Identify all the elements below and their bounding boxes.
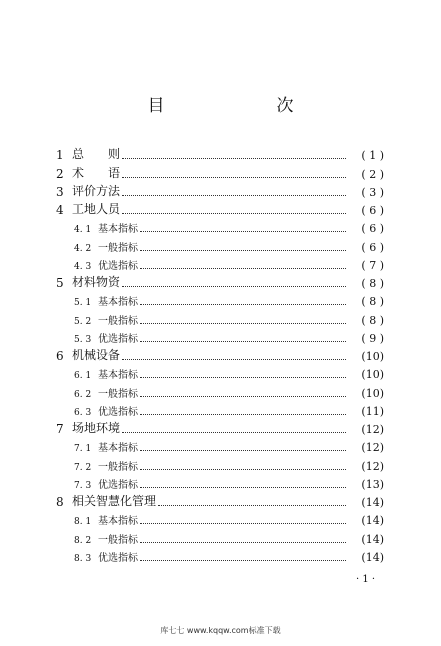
toc-entry-page: (14) bbox=[361, 496, 384, 509]
toc-section-row[interactable] bbox=[56, 381, 384, 399]
toc-entry-number: 7. 2 bbox=[74, 462, 92, 473]
toc-entry-title: 机械设备 bbox=[72, 348, 121, 362]
toc-entry-page: ( 7 ) bbox=[361, 258, 384, 272]
page-title: 目 次 bbox=[147, 96, 320, 116]
toc-section-row[interactable] bbox=[56, 454, 384, 472]
toc-dot-leader bbox=[122, 358, 346, 360]
toc-entry-number: 4 bbox=[56, 203, 64, 217]
toc-entry-title: 材料物资 bbox=[72, 275, 121, 289]
toc-section-row[interactable] bbox=[56, 327, 384, 345]
toc-dot-leader bbox=[140, 322, 346, 324]
page-number: · 1 · bbox=[356, 574, 376, 585]
toc-entry-number: 8 bbox=[56, 495, 64, 509]
toc-entry-number: 5. 1 bbox=[74, 298, 92, 309]
toc-dot-leader bbox=[140, 413, 346, 415]
toc-entry-number: 5. 3 bbox=[74, 334, 92, 345]
table-of-contents bbox=[56, 144, 384, 564]
toc-chapter-row[interactable] bbox=[56, 181, 384, 199]
toc-entry-page: (14) bbox=[361, 550, 384, 564]
toc-dot-leader bbox=[122, 157, 346, 159]
toc-entry-number: 5 bbox=[56, 276, 64, 290]
toc-entry-title: 一般指标 bbox=[98, 388, 138, 400]
toc-entry-number: 4. 2 bbox=[74, 243, 92, 254]
toc-section-row[interactable] bbox=[56, 473, 384, 491]
toc-dot-leader bbox=[122, 285, 346, 287]
toc-dot-leader bbox=[140, 376, 346, 378]
toc-entry-page: (10) bbox=[361, 386, 384, 400]
toc-entry-page: ( 8 ) bbox=[361, 277, 384, 290]
toc-dot-leader bbox=[140, 522, 346, 524]
toc-dot-leader bbox=[140, 468, 346, 470]
toc-section-row[interactable] bbox=[56, 546, 384, 564]
toc-entry-title: 一般指标 bbox=[98, 461, 138, 473]
toc-dot-leader bbox=[140, 249, 346, 251]
toc-dot-leader bbox=[140, 395, 346, 397]
toc-chapter-row[interactable] bbox=[56, 418, 384, 436]
toc-entry-page: ( 9 ) bbox=[361, 331, 384, 345]
toc-entry-page: ( 8 ) bbox=[361, 295, 384, 309]
toc-entry-page: ( 6 ) bbox=[361, 240, 384, 254]
toc-entry-title: 场地环境 bbox=[72, 421, 121, 435]
toc-section-row[interactable] bbox=[56, 400, 384, 418]
toc-entry-page: (13) bbox=[361, 477, 384, 491]
toc-entry-page: (12) bbox=[361, 459, 384, 473]
toc-entry-number: 8. 2 bbox=[74, 535, 92, 546]
toc-entry-page: (14) bbox=[361, 514, 384, 528]
toc-entry-number: 7. 3 bbox=[74, 480, 92, 491]
toc-section-row[interactable] bbox=[56, 235, 384, 253]
toc-chapter-row[interactable] bbox=[56, 199, 384, 217]
toc-dot-leader bbox=[122, 212, 346, 214]
toc-entry-title: 优选指标 bbox=[98, 260, 138, 272]
toc-section-row[interactable] bbox=[56, 290, 384, 308]
toc-section-row[interactable] bbox=[56, 509, 384, 527]
toc-entry-page: ( 8 ) bbox=[361, 313, 384, 327]
toc-entry-number: 7. 1 bbox=[74, 444, 92, 455]
toc-dot-leader bbox=[140, 340, 346, 342]
toc-entry-title: 相关智慧化管理 bbox=[72, 494, 157, 508]
toc-entry-page: (10) bbox=[361, 368, 384, 382]
toc-entry-title: 优选指标 bbox=[98, 406, 138, 418]
toc-section-row[interactable] bbox=[56, 436, 384, 454]
toc-chapter-row[interactable] bbox=[56, 144, 384, 162]
toc-section-row[interactable] bbox=[56, 527, 384, 545]
toc-section-row[interactable] bbox=[56, 254, 384, 272]
toc-entry-page: (12) bbox=[361, 441, 384, 455]
toc-entry-title: 基本指标 bbox=[98, 297, 138, 309]
toc-chapter-row[interactable] bbox=[56, 345, 384, 363]
toc-dot-leader bbox=[140, 541, 346, 543]
toc-section-row[interactable] bbox=[56, 217, 384, 235]
toc-entry-page: ( 6 ) bbox=[361, 204, 384, 217]
toc-entry-number: 6 bbox=[56, 349, 64, 363]
toc-entry-title: 术 语 bbox=[72, 165, 121, 180]
toc-section-row[interactable] bbox=[56, 308, 384, 326]
toc-entry-page: (11) bbox=[361, 404, 384, 418]
toc-entry-number: 5. 2 bbox=[74, 316, 92, 327]
toc-entry-number: 2 bbox=[56, 166, 64, 181]
toc-entry-number: 4. 3 bbox=[74, 261, 92, 272]
toc-entry-number: 6. 2 bbox=[74, 389, 92, 400]
toc-entry-number: 7 bbox=[56, 422, 64, 436]
toc-dot-leader bbox=[140, 449, 346, 451]
toc-entry-page: ( 3 ) bbox=[361, 185, 384, 199]
toc-entry-title: 优选指标 bbox=[98, 552, 138, 564]
toc-entry-number: 8. 3 bbox=[74, 553, 92, 564]
toc-entry-page: ( 6 ) bbox=[361, 222, 384, 236]
toc-entry-title: 一般指标 bbox=[98, 315, 138, 327]
toc-entry-page: (12) bbox=[361, 423, 384, 436]
toc-entry-title: 基本指标 bbox=[98, 370, 138, 382]
toc-chapter-row[interactable] bbox=[56, 162, 384, 180]
toc-entry-number: 6. 3 bbox=[74, 407, 92, 418]
toc-dot-leader bbox=[140, 230, 346, 232]
toc-entry-number: 6. 1 bbox=[74, 371, 92, 382]
toc-entry-number: 3 bbox=[56, 184, 64, 199]
toc-entry-title: 基本指标 bbox=[98, 443, 138, 455]
toc-entry-page: ( 1 ) bbox=[361, 149, 384, 163]
toc-dot-leader bbox=[140, 267, 346, 269]
toc-chapter-row[interactable] bbox=[56, 272, 384, 290]
toc-entry-title: 基本指标 bbox=[98, 224, 138, 236]
toc-entry-page: ( 2 ) bbox=[361, 167, 384, 181]
toc-entry-title: 总 则 bbox=[72, 147, 121, 162]
toc-dot-leader bbox=[122, 176, 346, 178]
toc-entry-title: 工地人员 bbox=[72, 202, 121, 216]
toc-dot-leader bbox=[122, 431, 346, 433]
toc-dot-leader bbox=[140, 559, 346, 561]
toc-entry-number: 8. 1 bbox=[74, 517, 92, 528]
toc-dot-leader bbox=[122, 194, 346, 196]
toc-entry-title: 一般指标 bbox=[98, 534, 138, 546]
toc-dot-leader bbox=[140, 303, 346, 305]
toc-entry-title: 评价方法 bbox=[72, 183, 121, 198]
toc-dot-leader bbox=[140, 486, 346, 488]
toc-entry-title: 优选指标 bbox=[98, 479, 138, 491]
toc-dot-leader bbox=[158, 504, 346, 506]
toc-entry-page: (10) bbox=[361, 350, 384, 363]
toc-entry-page: (14) bbox=[361, 532, 384, 546]
toc-entry-title: 一般指标 bbox=[98, 242, 138, 254]
toc-section-row[interactable] bbox=[56, 363, 384, 381]
toc-entry-title: 基本指标 bbox=[98, 516, 138, 528]
toc-chapter-row[interactable] bbox=[56, 491, 384, 509]
toc-entry-number: 1 bbox=[56, 148, 64, 163]
footer-watermark: 库七七 www.kqqw.com标准下载 bbox=[160, 626, 281, 635]
toc-entry-title: 优选指标 bbox=[98, 333, 138, 345]
toc-entry-number: 4. 1 bbox=[74, 225, 92, 236]
